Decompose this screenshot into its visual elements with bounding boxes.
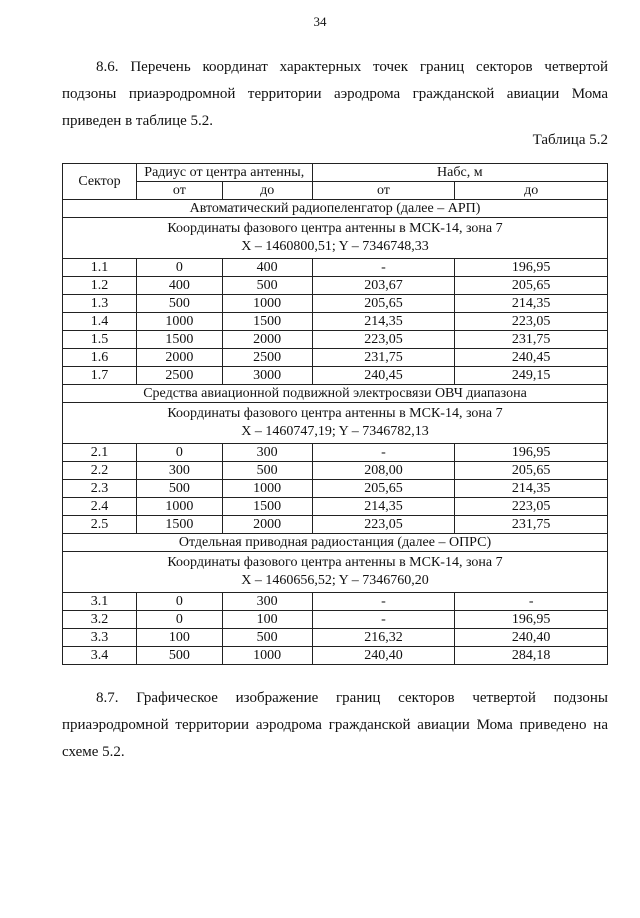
coord-title: Координаты фазового центра антенны в МСК-14, зона 7: [167, 406, 503, 421]
header-h-abs: Набс, м: [312, 164, 607, 182]
group-title-row: [63, 385, 608, 403]
cell-h-from: 214,35: [312, 498, 455, 516]
table-row: [63, 480, 608, 498]
cell-radius-from: 1500: [136, 331, 222, 349]
cell-radius-to: 1500: [222, 498, 312, 516]
cell-h-from: -: [312, 593, 455, 611]
cell-radius-from: 2500: [136, 367, 222, 385]
cell-h-from: -: [312, 259, 455, 277]
intro-line-3: приведен в таблице 5.2.: [62, 113, 214, 129]
cell-sector: 2.3: [63, 480, 137, 498]
cell-h-to: 231,75: [455, 331, 608, 349]
cell-h-to: 214,35: [455, 295, 608, 313]
header-radius-from: от: [136, 182, 222, 200]
cell-h-to: 196,95: [455, 444, 608, 462]
table-row: [63, 516, 608, 534]
cell-h-from: 240,45: [312, 367, 455, 385]
cell-sector: 3.4: [63, 647, 137, 665]
cell-h-from: -: [312, 444, 455, 462]
table-row: [63, 313, 608, 331]
table-row: [63, 349, 608, 367]
cell-sector: 2.5: [63, 516, 137, 534]
cell-radius-from: 0: [136, 444, 222, 462]
cell-h-to: 214,35: [455, 480, 608, 498]
cell-radius-to: 100: [222, 611, 312, 629]
cell-h-to: 240,40: [455, 629, 608, 647]
cell-radius-from: 0: [136, 259, 222, 277]
cell-radius-to: 300: [222, 593, 312, 611]
cell-radius-from: 400: [136, 277, 222, 295]
cell-h-to: 240,45: [455, 349, 608, 367]
cell-h-to: 223,05: [455, 498, 608, 516]
cell-sector: 3.2: [63, 611, 137, 629]
coord-values: X – 1460747,19; Y – 7346782,13: [241, 424, 429, 439]
cell-radius-to: 2000: [222, 331, 312, 349]
group-coordinates: [63, 552, 608, 593]
cell-h-from: 223,05: [312, 331, 455, 349]
group-coordinates: [63, 218, 608, 259]
cell-radius-from: 0: [136, 593, 222, 611]
sectors-table: [62, 163, 608, 665]
group-title-row: [63, 534, 608, 552]
cell-radius-to: 500: [222, 462, 312, 480]
cell-h-to: 205,65: [455, 462, 608, 480]
cell-radius-from: 1500: [136, 516, 222, 534]
table-row: [63, 331, 608, 349]
cell-radius-from: 1000: [136, 498, 222, 516]
cell-radius-from: 500: [136, 480, 222, 498]
cell-h-to: 196,95: [455, 611, 608, 629]
header-sector: Сектор: [63, 164, 137, 200]
group-title: Автоматический радиопеленгатор (далее – АРП): [63, 200, 608, 218]
cell-sector: 2.4: [63, 498, 137, 516]
coord-title: Координаты фазового центра антенны в МСК-14, зона 7: [167, 555, 503, 570]
group-title: Отдельная приводная радиостанция (далее – ОПРС): [63, 534, 608, 552]
table-row: [63, 498, 608, 516]
cell-h-from: 214,35: [312, 313, 455, 331]
table-row: [63, 462, 608, 480]
cell-h-to: -: [455, 593, 608, 611]
coord-title: Координаты фазового центра антенны в МСК-14, зона 7: [167, 221, 503, 236]
header-radius-to: до: [222, 182, 312, 200]
cell-sector: 3.3: [63, 629, 137, 647]
header-h-to: до: [455, 182, 608, 200]
header-h-from: от: [312, 182, 455, 200]
cell-h-to: 231,75: [455, 516, 608, 534]
table-body: [63, 200, 608, 665]
outro-line-2: приаэродромной территории аэродрома гражданской авиации Мома приведено на: [62, 717, 608, 733]
cell-radius-to: 2500: [222, 349, 312, 367]
cell-radius-to: 1000: [222, 295, 312, 313]
group-coord-row: [63, 218, 608, 259]
cell-radius-from: 1000: [136, 313, 222, 331]
cell-radius-to: 3000: [222, 367, 312, 385]
table-row: [63, 444, 608, 462]
cell-h-to: 196,95: [455, 259, 608, 277]
cell-radius-to: 1000: [222, 647, 312, 665]
cell-radius-to: 500: [222, 277, 312, 295]
table-row: [63, 611, 608, 629]
cell-h-to: 284,18: [455, 647, 608, 665]
cell-h-to: 223,05: [455, 313, 608, 331]
intro-line-2: подзоны приаэродромной территории аэродрома гражданской авиации Мома: [62, 86, 608, 102]
cell-h-from: -: [312, 611, 455, 629]
coord-values: X – 1460656,52; Y – 7346760,20: [241, 573, 429, 588]
cell-sector: 1.7: [63, 367, 137, 385]
cell-h-from: 223,05: [312, 516, 455, 534]
header-radius: Радиус от центра антенны,: [136, 164, 312, 182]
cell-radius-from: 500: [136, 295, 222, 313]
table-row: [63, 367, 608, 385]
table-row: [63, 647, 608, 665]
table-row: [63, 593, 608, 611]
cell-sector: 1.6: [63, 349, 137, 367]
cell-radius-from: 0: [136, 611, 222, 629]
table-row: [63, 259, 608, 277]
cell-radius-to: 1000: [222, 480, 312, 498]
cell-h-from: 205,65: [312, 295, 455, 313]
table-row: [63, 629, 608, 647]
cell-sector: 1.1: [63, 259, 137, 277]
cell-radius-from: 500: [136, 647, 222, 665]
cell-h-from: 208,00: [312, 462, 455, 480]
cell-radius-to: 300: [222, 444, 312, 462]
cell-sector: 3.1: [63, 593, 137, 611]
cell-radius-from: 300: [136, 462, 222, 480]
cell-radius-from: 100: [136, 629, 222, 647]
cell-radius-to: 1500: [222, 313, 312, 331]
intro-paragraph: [62, 54, 608, 135]
group-title-row: [63, 200, 608, 218]
table-row: [63, 295, 608, 313]
cell-h-from: 205,65: [312, 480, 455, 498]
cell-sector: 1.2: [63, 277, 137, 295]
coord-values: X – 1460800,51; Y – 7346748,33: [241, 239, 429, 254]
group-coord-row: [63, 552, 608, 593]
cell-h-from: 216,32: [312, 629, 455, 647]
group-coord-row: [63, 403, 608, 444]
cell-radius-from: 2000: [136, 349, 222, 367]
group-title: Средства авиационной подвижной электросвязи ОВЧ диапазона: [63, 385, 608, 403]
group-coordinates: [63, 403, 608, 444]
cell-h-from: 203,67: [312, 277, 455, 295]
cell-sector: 1.3: [63, 295, 137, 313]
cell-h-to: 249,15: [455, 367, 608, 385]
cell-h-from: 231,75: [312, 349, 455, 367]
cell-h-to: 205,65: [455, 277, 608, 295]
cell-radius-to: 400: [222, 259, 312, 277]
outro-line-3: схеме 5.2.: [62, 744, 125, 760]
cell-sector: 1.5: [63, 331, 137, 349]
outro-paragraph: [62, 685, 608, 766]
intro-line-1: 8.6. Перечень координат характерных точек границ секторов четвертой: [96, 59, 608, 75]
outro-line-1: 8.7. Графическое изображение границ секторов четвертой подзоны: [96, 690, 608, 706]
page-number: 34: [313, 14, 327, 29]
cell-radius-to: 500: [222, 629, 312, 647]
table-row: [63, 277, 608, 295]
cell-sector: 2.1: [63, 444, 137, 462]
cell-sector: 2.2: [63, 462, 137, 480]
table-caption: Таблица 5.2: [532, 132, 608, 148]
cell-h-from: 240,40: [312, 647, 455, 665]
cell-radius-to: 2000: [222, 516, 312, 534]
cell-sector: 1.4: [63, 313, 137, 331]
